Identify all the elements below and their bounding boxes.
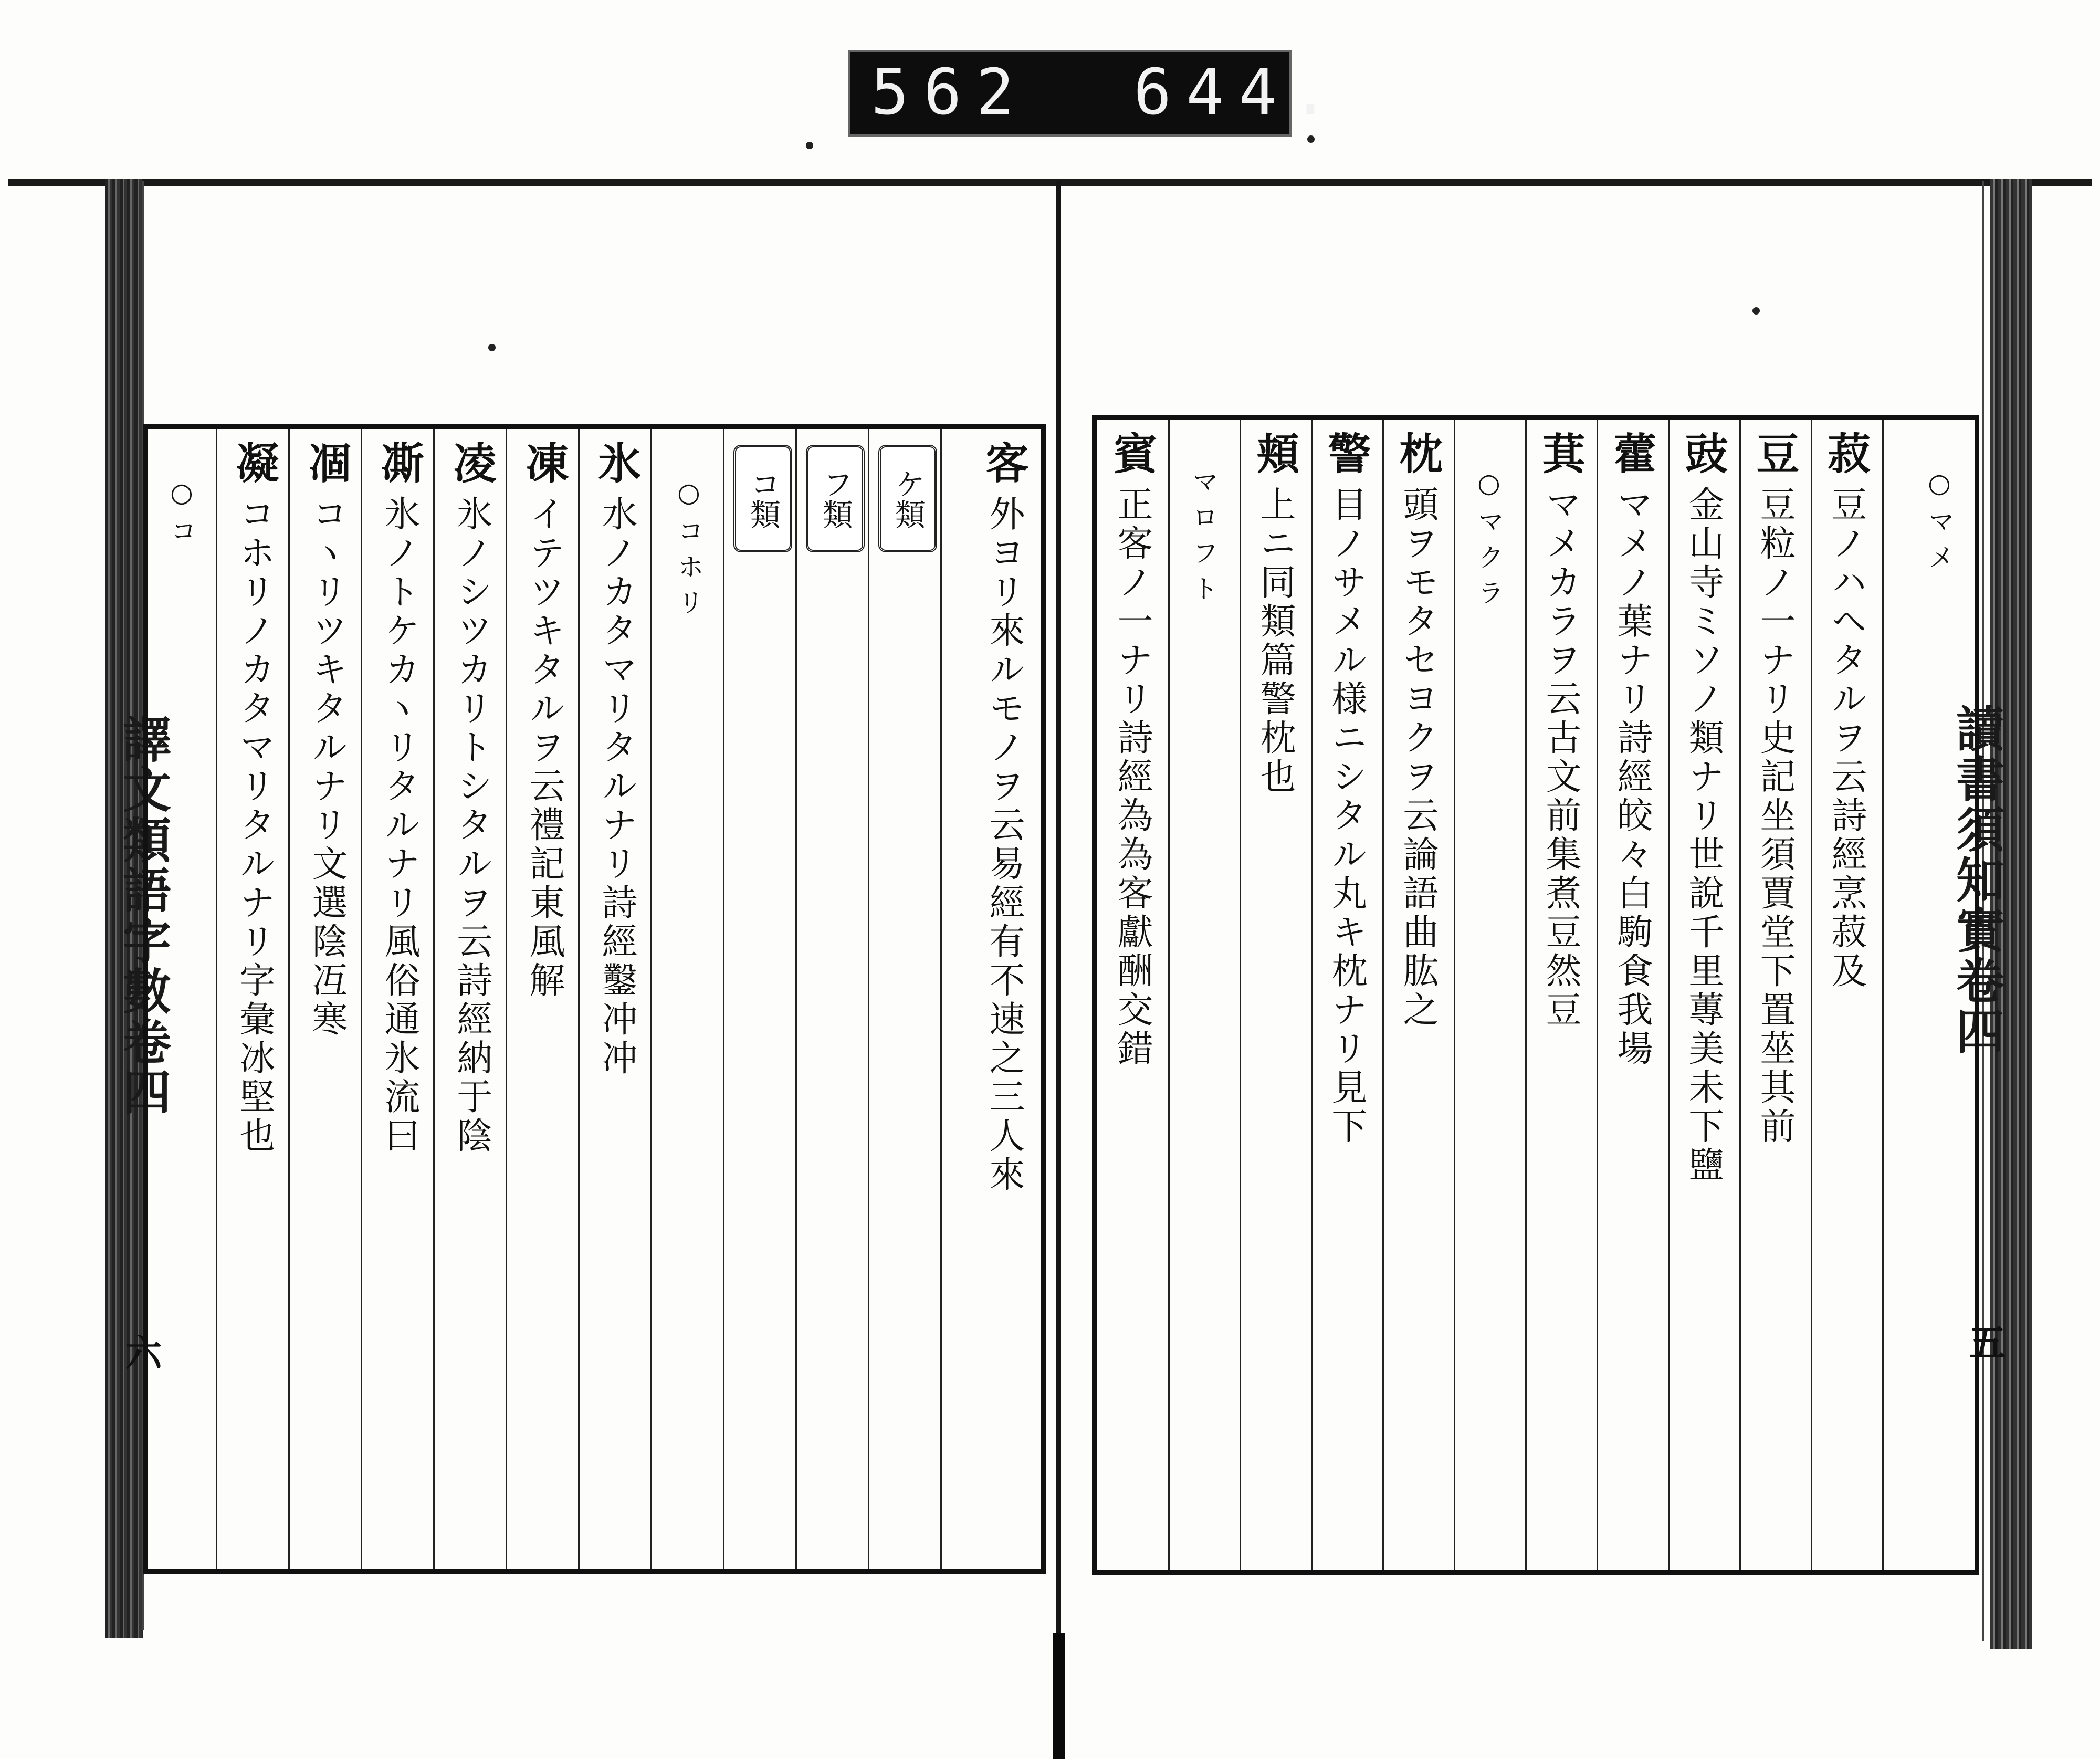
entry-gloss: 氷ノシツカリトシタルヲ云詩經納于陰: [451, 495, 492, 1156]
section-heading-column: [1455, 431, 1523, 615]
section-heading-column: [1905, 431, 1973, 579]
entry-gloss: 氷ノトケカヽリタルナリ風俗通氷流曰: [379, 495, 420, 1156]
archive-number-right: 644.: [1133, 56, 1344, 129]
center-fold: [1056, 181, 1061, 1751]
right-page-number: 五: [1963, 1323, 2007, 1360]
entry-column: [1526, 431, 1594, 1030]
top-rule: [8, 179, 2092, 186]
left-page-frame: [143, 424, 1046, 1574]
entry-column: [970, 441, 1038, 1195]
binding-thread: [1053, 1633, 1065, 1759]
column-rule: [578, 429, 580, 1569]
section-heading: ○コホリ: [674, 477, 704, 624]
left-spine-title: 譯文類語字數卷四: [115, 714, 172, 1117]
section-heading-column: [655, 441, 723, 624]
column-rule: [216, 429, 217, 1569]
entry-gloss: 頭ヲモタセヨクヲ云論語曲肱之: [1397, 486, 1438, 1030]
entry-headword: 枕: [1392, 431, 1443, 474]
entry-gloss: 水ノカタマリタルナリ詩經鑿冲冲: [596, 495, 637, 1078]
entry-column: [1669, 431, 1737, 1185]
entry-column: [1598, 431, 1666, 1069]
entry-headword: 凘: [374, 441, 424, 484]
ink-speck: [1307, 135, 1315, 143]
archive-number-left: 562: [871, 56, 1029, 129]
entry-column: [1383, 431, 1452, 1030]
entry-gloss: 豆ノハヘタルヲ云詩經烹菽及: [1825, 486, 1867, 991]
entry-headword: 萁: [1535, 431, 1586, 474]
entry-gloss: マメカラヲ云古文前集煮豆然豆: [1540, 486, 1581, 1030]
column-rule: [506, 429, 507, 1569]
column-rule: [940, 429, 942, 1569]
column-rule: [795, 429, 797, 1569]
entry-gloss: 外ヨリ來ルモノヲ云易經有不速之三人來: [983, 495, 1025, 1195]
section-heading-column: [148, 441, 216, 553]
entry-column: [220, 441, 288, 1156]
entry-headword: 藿: [1606, 431, 1657, 474]
entry-gloss: コヽリツキタルナリ文選陰冱寒: [306, 495, 348, 1039]
entry-gloss: 金山寺ミソノ類ナリ世說千里蓴美未下鹽: [1683, 486, 1724, 1185]
right-page-frame: [1092, 415, 1979, 1575]
entry-column: [292, 441, 361, 1039]
column-rule: [723, 429, 724, 1569]
entry-column: [1241, 431, 1309, 797]
entry-headword: 凝: [229, 441, 279, 484]
column-rule: [361, 429, 362, 1569]
category-box: フ類: [806, 445, 865, 552]
entry-column: [510, 441, 578, 1000]
entry-headword: 警: [1321, 431, 1371, 474]
column-rule: [650, 429, 652, 1569]
entry-gloss: 上ニ同類篇警枕也: [1254, 486, 1296, 797]
right-spine-title: 讀書須知實卷四: [1948, 704, 2005, 1056]
entry-column: [1098, 431, 1166, 1069]
entry-column: [1312, 431, 1380, 1146]
entry-column: [437, 441, 506, 1156]
entry-headword: 菽: [1821, 431, 1871, 474]
entry-headword: 客: [979, 441, 1029, 484]
column-rule: [433, 429, 435, 1569]
ink-speck: [806, 142, 813, 149]
section-heading: ○コ: [166, 477, 197, 553]
section-heading-column: [1169, 431, 1237, 611]
entry-headword: 賓: [1107, 431, 1157, 474]
left-page-number: 六: [119, 1334, 163, 1370]
section-heading: ○マクラ: [1474, 468, 1504, 615]
section-heading: ○マメ: [1924, 468, 1955, 579]
entry-gloss: マメノ葉ナリ詩經皎々白駒食我場: [1611, 486, 1653, 1069]
section-heading: マロフト: [1188, 468, 1219, 611]
entry-headword: 豆: [1749, 431, 1800, 474]
column-rule: [288, 429, 290, 1569]
entry-gloss: イテツキタルヲ云禮記東風解: [523, 495, 565, 1000]
entry-column: [582, 441, 650, 1078]
entry-headword: 凍: [519, 441, 569, 484]
ink-speck: [1752, 307, 1760, 315]
entry-gloss: 豆粒ノ一ナリ史記坐須賈堂下置莝其前: [1754, 486, 1796, 1146]
archive-number-label: [848, 50, 1344, 137]
entry-headword: 凅: [301, 441, 352, 484]
entry-headword: 豉: [1678, 431, 1728, 474]
entry-gloss: 正客ノ一ナリ詩經為為客獻酬交錯: [1111, 486, 1153, 1069]
entry-headword: 頬: [1250, 431, 1300, 474]
entry-headword: 氷: [591, 441, 642, 484]
category-box: ケ類: [878, 445, 937, 552]
entry-gloss: コホリノカタマリタルナリ字彙冰堅也: [234, 495, 275, 1156]
entry-column: [1812, 431, 1880, 991]
column-rule: [868, 429, 869, 1569]
entry-headword: 凌: [446, 441, 497, 484]
entry-column: [365, 441, 433, 1156]
column-rule: [1882, 420, 1884, 1570]
ink-speck: [488, 344, 496, 351]
entry-column: [1740, 431, 1809, 1146]
category-box: コ類: [733, 445, 792, 552]
entry-gloss: 目ノサメル様ニシタル丸キ枕ナリ見下: [1326, 486, 1367, 1146]
